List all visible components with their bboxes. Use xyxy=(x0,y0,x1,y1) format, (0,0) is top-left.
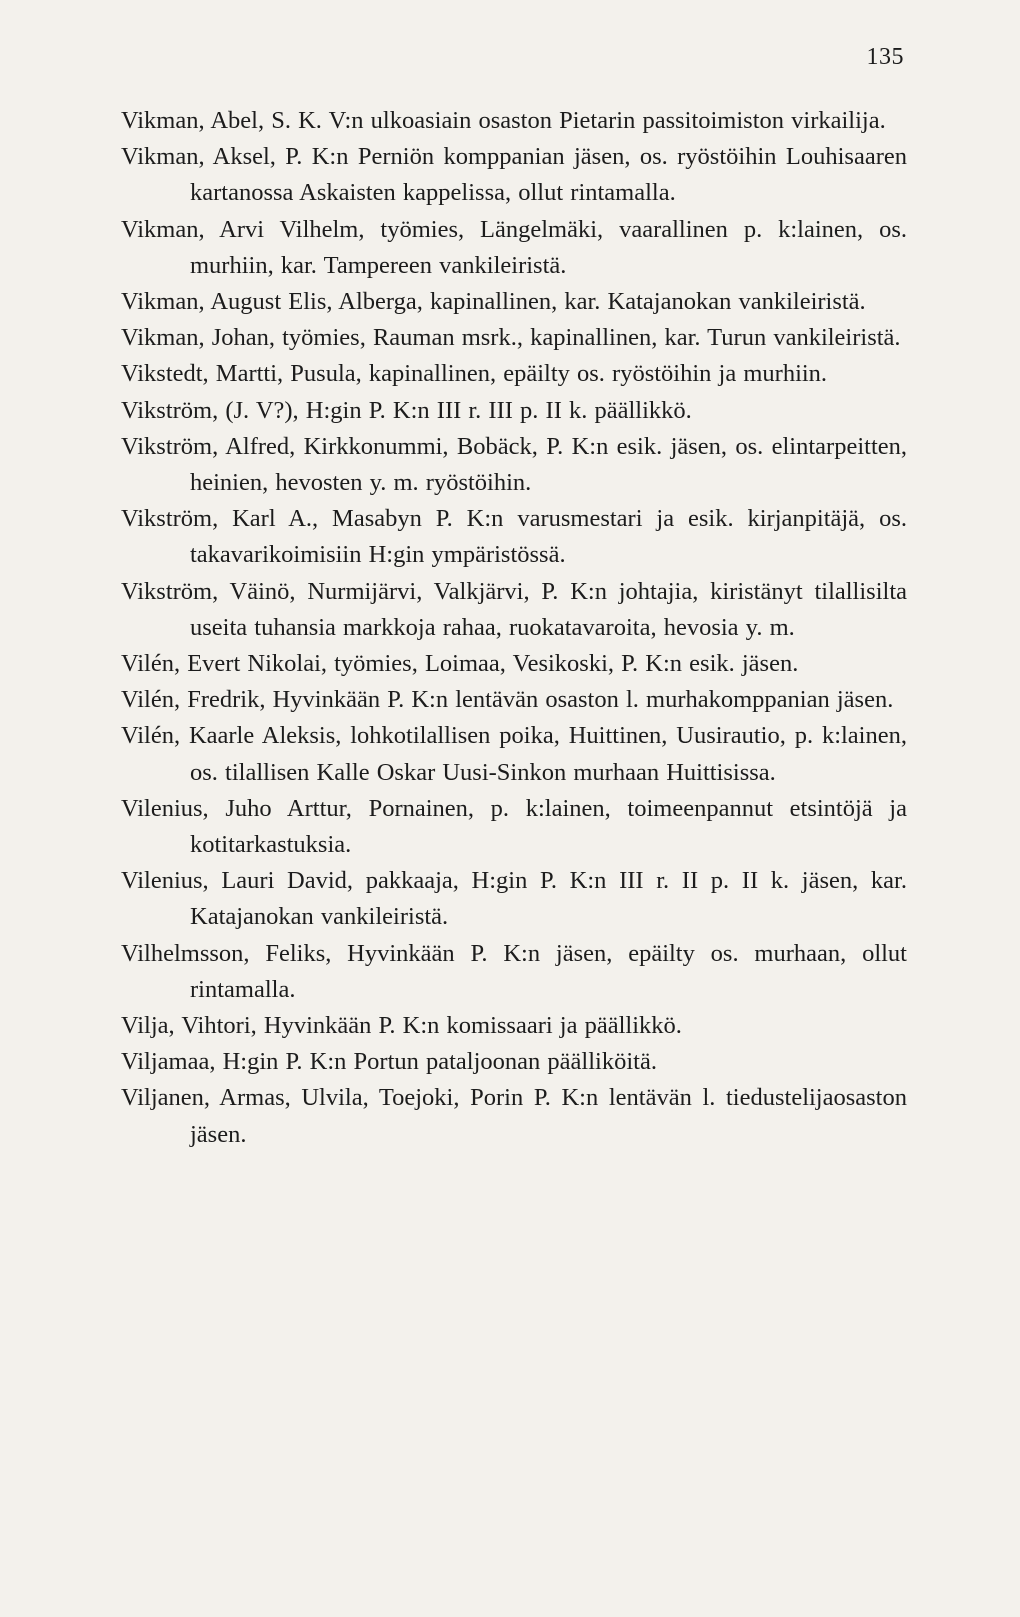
entry: Vikman, Abel, S. K. V:n ulkoasiain osaston Pietarin passitoimiston virkailija. xyxy=(121,107,886,134)
entry: Vikstedt, Martti, Pusula, kapinallinen, epäilty os. ryöstöihin ja murhiin. xyxy=(121,360,828,388)
entry-list xyxy=(121,103,907,1153)
entry: Vilhelmsson, Feliks, Hyvinkään P. K:n jäsen, epäilty os. murhaan, ollut rintamalla. xyxy=(121,939,907,1003)
entry: Vikman, Aksel, P. K:n Perniön komppanian jäsen, os. ryöstöihin Louhisaaren kartanossa Askaisten kappelissa, ollut rintamalla. xyxy=(121,143,907,207)
entry: Viljamaa, H:gin P. K:n Portun pataljoonan päälliköitä. xyxy=(121,1048,657,1076)
entry: Vikström, Karl A., Masabyn P. K:n varusmestari ja esik. kirjanpitäjä, os. takavarikoimisiin H:gin ympäristössä. xyxy=(121,505,907,569)
page-number: 135 xyxy=(866,44,904,70)
entry: Vikman, Arvi Vilhelm, työmies, Längelmäki, vaarallinen p. k:lainen, os. murhiin, kar. Tampereen vankileiristä. xyxy=(121,215,907,279)
entry: Vilén, Evert Nikolai, työmies, Loimaa, Vesikoski, P. K:n esik. jäsen. xyxy=(121,650,799,678)
entry: Vilenius, Juho Arttur, Pornainen, p. k:lainen, toimeenpannut etsintöjä ja kotitarkastuksia. xyxy=(121,794,907,859)
entry: Vilenius, Lauri David, pakkaaja, H:gin P. K:n III r. II p. II k. jäsen, kar. Katajanokan vankileiristä. xyxy=(121,867,907,931)
entry: Vilén, Fredrik, Hyvinkään P. K:n lentävän osaston l. murhakomppanian jäsen. xyxy=(121,686,894,714)
entry: Vikman, Johan, työmies, Rauman msrk., kapinallinen, kar. Turun vankileiristä. xyxy=(121,324,901,352)
entry: Vilén, Kaarle Aleksis, lohkotilallisen poika, Huittinen, Uusirautio, p. k:lainen, os. tilallisen Kalle Oskar Uusi-Sinkon murhaan Huittisissa. xyxy=(121,722,907,786)
entry: Vikström, (J. V?), H:gin P. K:n III r. III p. II k. päällikkö. xyxy=(121,396,692,424)
entry: Vikman, August Elis, Alberga, kapinallinen, kar. Katajanokan vankileiristä. xyxy=(121,288,866,316)
entry: Vikström, Alfred, Kirkkonummi, Bobäck, P. K:n esik. jäsen, os. elintarpeitten, heinien, hevosten y. m. ryöstöihin. xyxy=(121,432,907,497)
entry: Vikström, Väinö, Nurmijärvi, Valkjärvi, P. K:n johtajia, kiristänyt tilallisilta useita tuhansia markkoja rahaa, ruokatavaroita, hevosia y. m. xyxy=(121,577,907,641)
entry: Vilja, Vihtori, Hyvinkään P. K:n komissaari ja päällikkö. xyxy=(121,1012,682,1040)
entry: Viljanen, Armas, Ulvila, Toejoki, Porin P. K:n lentävän l. tiedustelijaosaston jäsen. xyxy=(121,1084,907,1148)
